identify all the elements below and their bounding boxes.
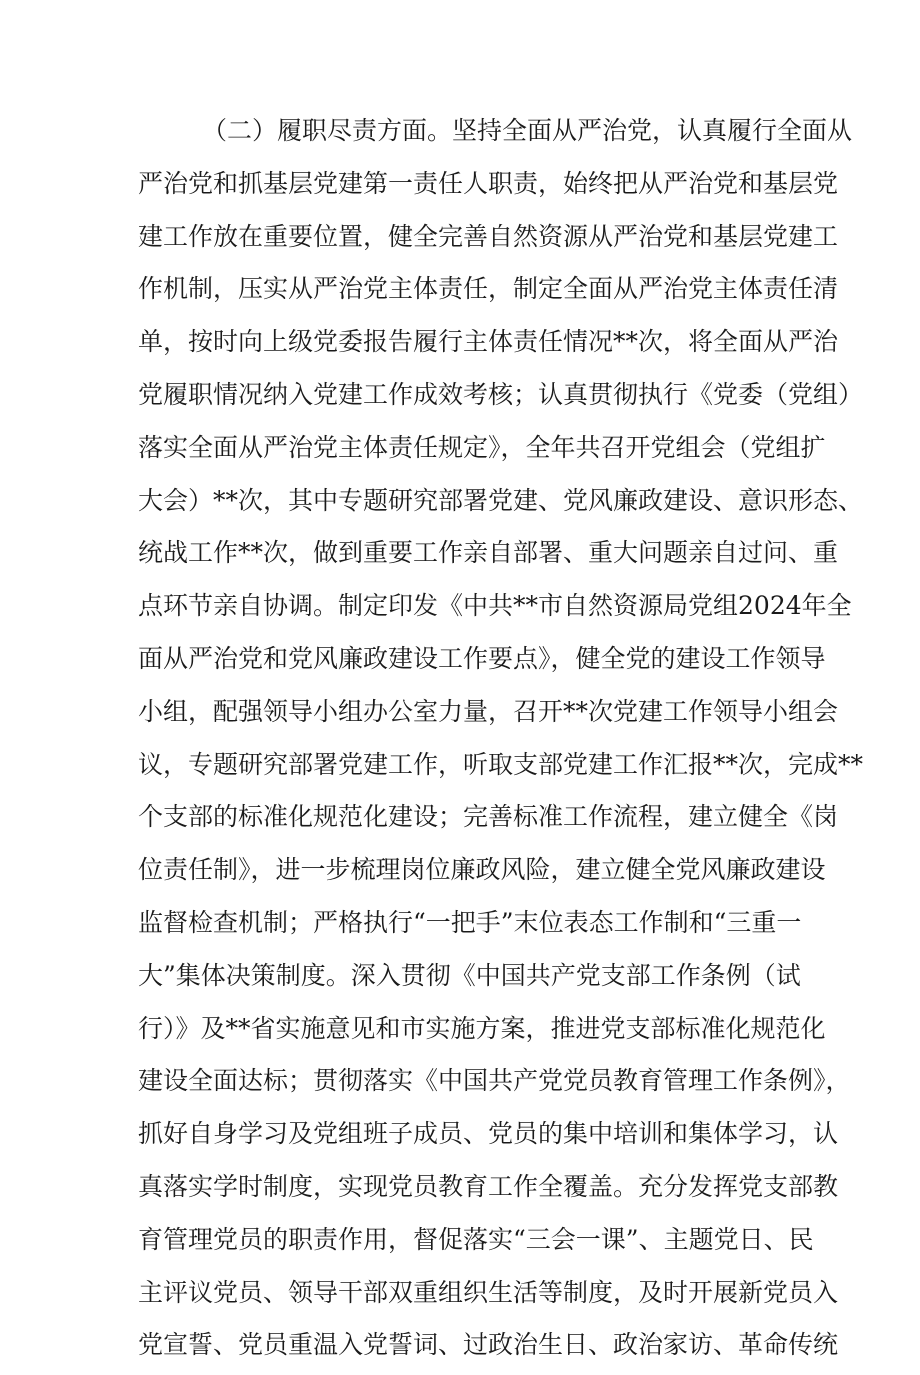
paragraph-line-19: 建设全面达标；贯彻落实《中国共产党党员教育管理工作条例》，: [138, 1066, 851, 1096]
paragraph-line-16: 监督检查机制；严格执行“一把手”末位表态工作制和“三重一: [138, 907, 802, 937]
paragraph-line-9: 统战工作**次，做到重要工作亲自部署、重大问题亲自过问、重: [138, 538, 839, 568]
paragraph-line-15: 位责任制》，进一步梳理岗位廉政风险，建立健全党风廉政建设: [138, 855, 826, 885]
paragraph-line-3: 建工作放在重要位置，健全完善自然资源从严治党和基层党建工: [138, 221, 839, 251]
paragraph-line-11: 面从严治党和党风廉政建设工作要点》，健全党的建设工作领导: [138, 643, 826, 673]
paragraph-line-8: 大会）**次，其中专题研究部署党建、党风廉政建设、意识形态、: [138, 485, 864, 515]
paragraph-line-2: 严治党和抓基层党建第一责任人职责，始终把从严治党和基层党: [138, 168, 839, 198]
paragraph-line-14: 个支部的标准化规范化建设；完善标准工作流程，建立健全《岗: [138, 802, 839, 832]
paragraph-line-22: 育管理党员的职责作用，督促落实“三会一课”、主题党日、民: [138, 1224, 814, 1254]
paragraph-line-21: 真落实学时制度，实现党员教育工作全覆盖。充分发挥党支部教: [138, 1171, 839, 1201]
paragraph-line-23: 主评议党员、领导干部双重组织生活等制度，及时开展新党员入: [138, 1277, 839, 1307]
paragraph-line-6: 党履职情况纳入党建工作成效考核；认真贯彻执行《党委（党组）: [138, 379, 864, 409]
paragraph-line-10: 点环节亲自协调。制定印发《中共**市自然资源局党组2024年全: [138, 591, 852, 621]
body-paragraph: [138, 108, 864, 1375]
paragraph-line-24: 党宣誓、党员重温入党誓词、过政治生日、政治家访、革命传统: [138, 1330, 839, 1360]
paragraph-line-1: （二）履职尽责方面。坚持全面从严治党，认真履行全面从: [202, 116, 853, 145]
paragraph-line-5: 单，按时向上级党委报告履行主体责任情况**次，将全面从严治: [138, 327, 839, 357]
paragraph-line-20: 抓好自身学习及党组班子成员、党员的集中培训和集体学习，认: [138, 1119, 839, 1149]
paragraph-line-12: 小组，配强领导小组办公室力量，召开**次党建工作领导小组会: [138, 696, 839, 726]
paragraph-line-7: 落实全面从严治党主体责任规定》，全年共召开党组会（党组扩: [138, 432, 826, 462]
paragraph-line-4: 作机制，压实从严治党主体责任，制定全面从严治党主体责任清: [138, 274, 839, 304]
paragraph-line-18: 行）》及**省实施意见和市实施方案，推进党支部标准化规范化: [138, 1013, 826, 1043]
paragraph-line-17: 大”集体决策制度。深入贯彻《中国共产党支部工作条例（试: [138, 960, 801, 990]
paragraph-line-13: 议，专题研究部署党建工作，听取支部党建工作汇报**次，完成**: [138, 749, 864, 779]
